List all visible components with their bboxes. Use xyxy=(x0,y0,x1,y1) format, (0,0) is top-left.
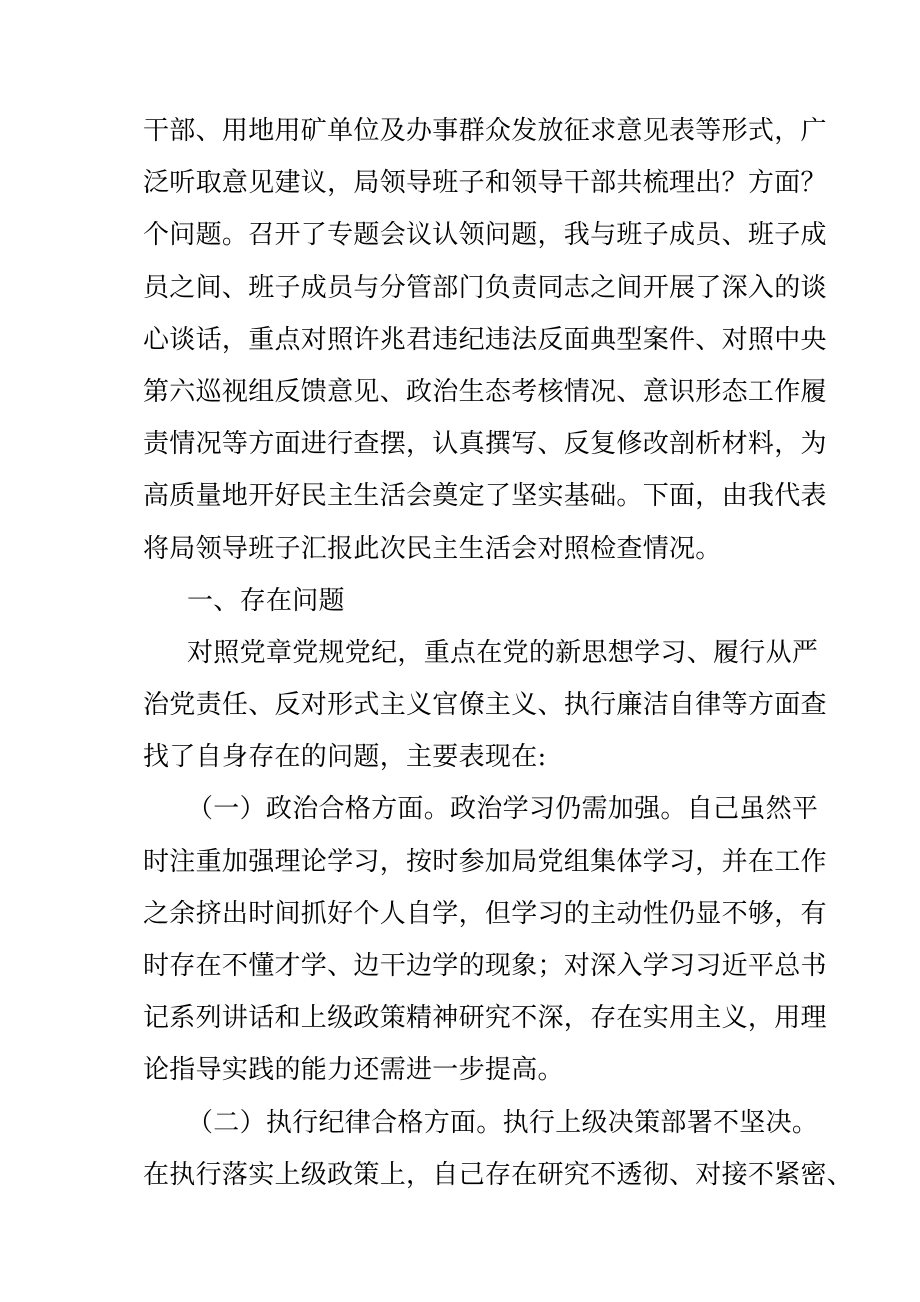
text-line: 记系列讲话和上级政策精神研究不深，存在实用主义，用理 xyxy=(143,1003,827,1034)
text-line: 第六巡视组反馈意见、政治生态考核情况、意识形态工作履 xyxy=(143,376,827,407)
text-line: 时存在不懂才学、边干边学的现象；对深入学习习近平总书 xyxy=(143,951,827,981)
text-line: 责情况等方面进行查摆，认真撰写、反复修改剖析材料，为 xyxy=(143,429,827,460)
text-line: 找了自身存在的问题，主要表现在: xyxy=(143,742,547,773)
text-line: 干部、用地用矿单位及办事群众发放征求意见表等形式，广 xyxy=(143,116,827,146)
text-line: 高质量地开好民主生活会奠定了坚实基础。下面，由我代表 xyxy=(143,481,827,512)
text-line: （一）政治合格方面。政治学习仍需加强。自己虽然平 xyxy=(187,794,819,825)
text-line: 在执行落实上级政策上，自己存在研究不透彻、对接不紧密、 xyxy=(143,1159,854,1190)
text-line: 泛听取意见建议，局领导班子和领导干部共梳理出？方面？ xyxy=(143,168,827,199)
text-line: 论指导实践的能力还需进一步提高。 xyxy=(143,1055,564,1086)
text-line: 将局领导班子汇报此次民主生活会对照检查情况。 xyxy=(143,533,722,564)
text-line: 对照党章党规党纪，重点在党的新思想学习、履行从严 xyxy=(187,637,819,668)
text-line: 心谈话，重点对照许兆君违纪违法反面典型案件、对照中央 xyxy=(143,324,827,355)
section-heading: 一、存在问题 xyxy=(187,585,345,616)
document-body xyxy=(143,105,854,1201)
text-line: 个问题。召开了专题会议认领问题，我与班子成员、班子成 xyxy=(143,220,827,251)
text-line: 员之间、班子成员与分管部门负责同志之间开展了深入的谈 xyxy=(143,272,827,303)
text-line: 治党责任、反对形式主义官僚主义、执行廉洁自律等方面查 xyxy=(143,690,827,721)
text-line: （二）执行纪律合格方面。执行上级决策部署不坚决。 xyxy=(187,1107,819,1138)
text-line: 时注重加强理论学习，按时参加局党组集体学习，并在工作 xyxy=(143,846,827,877)
document-page xyxy=(143,105,854,1201)
text-line: 之余挤出时间抓好个人自学，但学习的主动性仍显不够，有 xyxy=(143,898,827,929)
